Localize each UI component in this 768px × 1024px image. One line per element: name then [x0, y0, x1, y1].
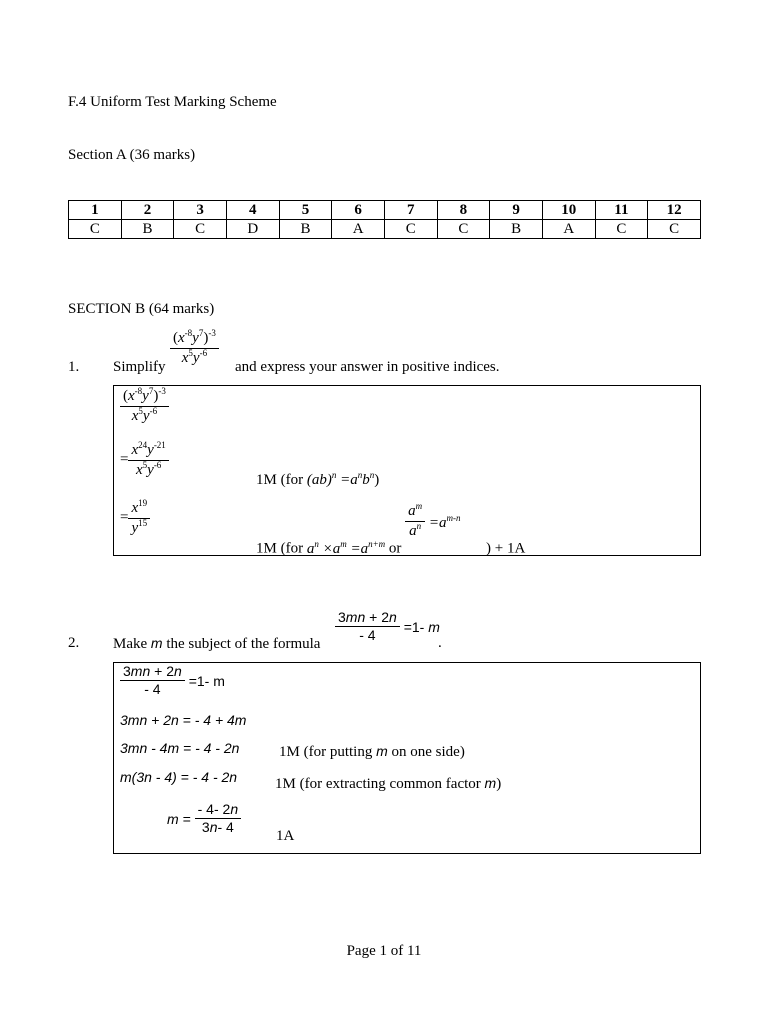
question-number: 2	[121, 201, 174, 220]
question-number: 4	[226, 201, 279, 220]
question-number: 12	[648, 201, 701, 220]
answer-table-answer-row	[69, 220, 701, 239]
page-title: F.4 Uniform Test Marking Scheme	[68, 94, 277, 110]
q1-expression: $\frac{(x^{-8}y^7)^{-3}}{x^5y^{-6}}$	[170, 330, 219, 366]
q1-step-2: = $\frac{x^{24}y^{-21}}{x^5y^{-6}}$	[120, 442, 169, 478]
answer-table-header-row	[69, 201, 701, 220]
answer-cell: C	[595, 220, 648, 239]
question-number: 9	[490, 201, 543, 220]
answer-cell: A	[542, 220, 595, 239]
answer-cell: B	[121, 220, 174, 239]
question-number: 7	[384, 201, 437, 220]
question-number: 10	[542, 201, 595, 220]
question-number: 6	[332, 201, 385, 220]
q2-mark-3: 1A	[276, 828, 295, 844]
q2-prompt: Make m the subject of the formula	[113, 635, 321, 652]
answer-cell: B	[490, 220, 543, 239]
q2-step-2: 3mn + 2n = - 4 + 4m	[120, 712, 247, 728]
q2-step-1: $\frac{3mn + 2n}{- 4}$ =1- m	[120, 664, 225, 698]
answer-cell: A	[332, 220, 385, 239]
question-number: 3	[174, 201, 227, 220]
q2-mark-2: 1M (for extracting common factor m)	[275, 775, 502, 792]
q2-step-3: 3mn - 4m = - 4 - 2n	[120, 740, 240, 756]
q2-formula: $\frac{3mn + 2n}{- 4}$ =1- m	[335, 610, 440, 644]
q1-number: 1.	[68, 359, 80, 375]
q1-prompt-after: and express your answer in positive indices.	[235, 359, 500, 375]
q2-prompt-end: .	[438, 635, 442, 651]
question-number: 11	[595, 201, 648, 220]
section-a-heading: Section A (36 marks)	[68, 147, 196, 163]
answer-cell: C	[69, 220, 122, 239]
page-number: Page 1 of 11	[346, 943, 422, 959]
answer-cell: C	[174, 220, 227, 239]
question-number: 5	[279, 201, 332, 220]
question-number: 1	[69, 201, 122, 220]
section-a-answer-table	[68, 200, 701, 239]
answer-cell: C	[384, 220, 437, 239]
q1-step-3: = $\frac{x^{19}}{y^{15}}$	[120, 500, 150, 536]
q1-mark-1: 1M (for $(ab)^n =a^nb^n$)	[256, 470, 380, 488]
answer-cell: D	[226, 220, 279, 239]
answer-cell: C	[648, 220, 701, 239]
q2-mark-1: 1M (for putting m on one side)	[279, 743, 465, 760]
q1-mark-2: 1M (for $a^n \times a^m =a^{n+m}$ or $\frac{a^m}{a^n}$ $=a^{m-n}$ ) + 1A	[256, 501, 526, 557]
section-b-heading: SECTION B (64 marks)	[68, 301, 215, 317]
answer-cell: C	[437, 220, 490, 239]
q1-prompt-before: Simplify	[113, 359, 166, 375]
question-number: 8	[437, 201, 490, 220]
q2-step-4: m(3n - 4) = - 4 - 2n	[120, 769, 238, 785]
q2-step-5: m = $\frac{- 4- 2n}{3n- 4}$	[167, 802, 241, 836]
q2-number: 2.	[68, 635, 80, 651]
q1-step-1: $\frac{(x^{-8}y^7)^{-3}}{x^5y^{-6}}$	[120, 388, 169, 424]
answer-cell: B	[279, 220, 332, 239]
